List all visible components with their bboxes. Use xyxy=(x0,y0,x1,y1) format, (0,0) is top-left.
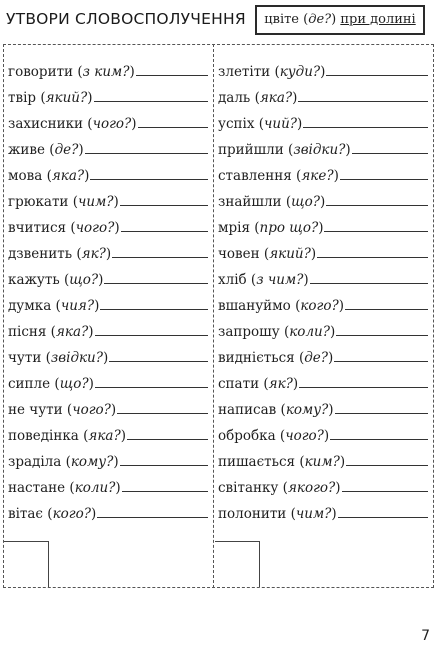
answer-line[interactable] xyxy=(342,491,428,492)
phrase-row xyxy=(218,316,428,342)
example-question: де? xyxy=(308,12,332,27)
phrase-question: кого? xyxy=(300,298,339,314)
phrase-text: думка (чия?) xyxy=(8,298,100,314)
answer-line[interactable] xyxy=(100,309,208,310)
phrase-question: кому? xyxy=(70,454,114,470)
phrase-word: злетіти xyxy=(218,64,271,80)
phrase-text: живе (де?) xyxy=(8,142,84,158)
phrase-word: мова xyxy=(8,168,43,184)
phrase-question: де? xyxy=(54,142,79,158)
phrase-text: дзвенить (як?) xyxy=(8,246,112,262)
phrase-row xyxy=(218,56,428,82)
phrase-text: світанку (якого?) xyxy=(218,480,341,496)
phrase-row xyxy=(218,472,428,498)
phrase-row xyxy=(218,160,428,186)
left-column xyxy=(8,56,208,524)
answer-line[interactable] xyxy=(303,127,428,128)
phrase-question: що? xyxy=(69,272,99,288)
phrase-question: яка? xyxy=(55,324,89,340)
phrase-text: написав (кому?) xyxy=(218,402,334,418)
phrase-word: ставлення xyxy=(218,168,292,184)
phrase-text: прийшли (звідки?) xyxy=(218,142,351,158)
phrase-row xyxy=(8,56,208,82)
phrase-word: спати xyxy=(218,376,260,392)
phrase-question: чий? xyxy=(264,116,298,132)
phrase-text: настане (коли?) xyxy=(8,480,121,496)
phrase-text: поведінка (яка?) xyxy=(8,428,126,444)
phrase-question: коли? xyxy=(289,324,330,340)
phrase-word: написав xyxy=(218,402,277,418)
phrase-question: як? xyxy=(268,376,293,392)
phrase-question: звідки? xyxy=(50,350,103,366)
phrase-word: поведінка xyxy=(8,428,79,444)
phrase-question: який? xyxy=(269,246,311,262)
answer-line[interactable] xyxy=(120,205,208,206)
phrase-row xyxy=(218,290,428,316)
phrase-row xyxy=(8,186,208,212)
phrase-text: хліб (з чим?) xyxy=(218,272,309,288)
answer-line[interactable] xyxy=(136,75,208,76)
phrase-question: чого? xyxy=(92,116,132,132)
answer-line[interactable] xyxy=(95,335,208,336)
phrase-text: спати (як?) xyxy=(218,376,299,392)
phrase-text: сипле (що?) xyxy=(8,376,94,392)
phrase-word: не чути xyxy=(8,402,63,418)
phrase-word: прийшли xyxy=(218,142,284,158)
phrase-text: пишається (ким?) xyxy=(218,454,346,470)
phrase-text: говорити (з ким?) xyxy=(8,64,135,80)
phrase-row xyxy=(218,420,428,446)
phrase-word: полонити xyxy=(218,506,287,522)
answer-line[interactable] xyxy=(338,517,428,518)
phrase-word: вшануймо xyxy=(218,298,291,314)
phrase-row xyxy=(218,342,428,368)
phrase-text: полонити (чим?) xyxy=(218,506,337,522)
phrase-text: вшануймо (кого?) xyxy=(218,298,345,314)
phrase-question: яка? xyxy=(88,428,121,444)
answer-line[interactable] xyxy=(109,361,208,362)
example-box: цвіте (де?) при долині xyxy=(255,5,425,35)
phrase-question: кого? xyxy=(52,506,91,522)
phrase-text: захисники (чого?) xyxy=(8,116,137,132)
answer-line[interactable] xyxy=(326,205,428,206)
column-divider xyxy=(213,44,214,588)
answer-line[interactable] xyxy=(112,257,208,258)
phrase-text: злетіти (куди?) xyxy=(218,64,326,80)
phrase-question: чого? xyxy=(75,220,115,236)
phrase-text: даль (яка?) xyxy=(218,90,298,106)
answer-line[interactable] xyxy=(336,335,428,336)
answer-line[interactable] xyxy=(104,283,208,284)
phrase-question: чия? xyxy=(60,298,95,314)
answer-line[interactable] xyxy=(326,75,428,76)
phrase-question: з чим? xyxy=(256,272,304,288)
phrase-question: чого? xyxy=(72,402,111,418)
phrase-question: звідки? xyxy=(293,142,346,158)
phrase-word: світанку xyxy=(218,480,279,496)
phrase-question: про що? xyxy=(259,220,319,236)
phrase-word: зраділа xyxy=(8,454,62,470)
phrase-row xyxy=(218,446,428,472)
answer-line[interactable] xyxy=(345,309,428,310)
answer-line[interactable] xyxy=(334,361,428,362)
phrase-row xyxy=(8,108,208,134)
answer-line[interactable] xyxy=(94,101,208,102)
phrase-row xyxy=(8,446,208,472)
answer-line[interactable] xyxy=(90,179,208,180)
phrase-text: вітає (кого?) xyxy=(8,506,97,522)
phrase-word: успіх xyxy=(218,116,255,132)
phrase-question: ким? xyxy=(304,454,340,470)
phrase-text: успіх (чий?) xyxy=(218,116,303,132)
phrase-word: вчитися xyxy=(8,220,67,236)
phrase-text: не чути (чого?) xyxy=(8,402,117,418)
phrase-row xyxy=(218,212,428,238)
phrase-word: мрія xyxy=(218,220,250,236)
phrase-row xyxy=(8,316,208,342)
answer-line[interactable] xyxy=(138,127,208,128)
phrase-text: грюкати (чим?) xyxy=(8,194,119,210)
phrase-word: думка xyxy=(8,298,52,314)
answer-line[interactable] xyxy=(324,231,428,232)
answer-line[interactable] xyxy=(352,153,428,154)
page-number: 7 xyxy=(421,628,430,644)
phrase-row xyxy=(8,212,208,238)
phrase-text: чути (звідки?) xyxy=(8,350,109,366)
answer-line[interactable] xyxy=(122,491,208,492)
phrase-question: як? xyxy=(81,246,106,262)
phrase-text: зраділа (кому?) xyxy=(8,454,119,470)
phrase-question: яке? xyxy=(301,168,334,184)
answer-line[interactable] xyxy=(121,231,208,232)
phrase-question: де? xyxy=(304,350,329,366)
answer-line[interactable] xyxy=(97,517,208,518)
phrase-word: захисники xyxy=(8,116,84,132)
phrase-text: обробка (чого?) xyxy=(218,428,330,444)
phrase-text: видніється (де?) xyxy=(218,350,334,366)
phrase-row xyxy=(218,134,428,160)
phrase-word: вітає xyxy=(8,506,43,522)
phrase-text: ставлення (яке?) xyxy=(218,168,339,184)
phrase-question: що? xyxy=(59,376,89,392)
answer-line[interactable] xyxy=(120,465,208,466)
phrase-question: куди? xyxy=(279,64,321,80)
phrase-row xyxy=(8,264,208,290)
phrase-row xyxy=(8,134,208,160)
phrase-word: сипле xyxy=(8,376,51,392)
phrase-row xyxy=(8,160,208,186)
phrase-question: коли? xyxy=(74,480,116,496)
phrase-row xyxy=(218,498,428,524)
corner-mark-left xyxy=(4,541,49,587)
phrase-text: вчитися (чого?) xyxy=(8,220,120,236)
phrase-word: пишається xyxy=(218,454,296,470)
phrase-row xyxy=(218,82,428,108)
phrase-word: дзвенить xyxy=(8,246,73,262)
corner-mark-right xyxy=(215,541,260,587)
phrase-word: човен xyxy=(218,246,260,262)
phrase-question: кому? xyxy=(285,402,329,418)
phrase-row xyxy=(218,368,428,394)
phrase-row xyxy=(8,342,208,368)
answer-line[interactable] xyxy=(340,179,428,180)
phrase-text: твір (який?) xyxy=(8,90,93,106)
phrase-text: мова (яка?) xyxy=(8,168,90,184)
phrase-word: пісня xyxy=(8,324,47,340)
phrase-question: якого? xyxy=(287,480,336,496)
phrase-word: живе xyxy=(8,142,46,158)
phrase-word: видніється xyxy=(218,350,295,366)
right-column xyxy=(218,56,428,524)
phrase-row xyxy=(8,420,208,446)
answer-line[interactable] xyxy=(95,387,208,388)
phrase-word: запрошу xyxy=(218,324,280,340)
phrase-question: чого? xyxy=(285,428,324,444)
answer-line[interactable] xyxy=(298,101,428,102)
phrase-row xyxy=(8,238,208,264)
phrase-row xyxy=(8,82,208,108)
phrase-text: мрія (про що?) xyxy=(218,220,324,236)
phrase-word: знайшли xyxy=(218,194,282,210)
answer-line[interactable] xyxy=(317,257,428,258)
phrase-word: кажуть xyxy=(8,272,60,288)
phrase-word: грюкати xyxy=(8,194,69,210)
phrase-question: чим? xyxy=(295,506,332,522)
phrase-row xyxy=(218,264,428,290)
answer-line[interactable] xyxy=(310,283,428,284)
phrase-row xyxy=(218,394,428,420)
phrase-row xyxy=(8,368,208,394)
phrase-word: даль xyxy=(218,90,251,106)
answer-line[interactable] xyxy=(330,439,428,440)
phrase-text: кажуть (що?) xyxy=(8,272,104,288)
answer-line[interactable] xyxy=(335,413,428,414)
phrase-row xyxy=(8,498,208,524)
phrase-word: хліб xyxy=(218,272,247,288)
phrase-question: чим? xyxy=(77,194,114,210)
phrase-question: яка? xyxy=(51,168,85,184)
phrase-word: настане xyxy=(8,480,66,496)
answer-line[interactable] xyxy=(85,153,208,154)
phrase-question: яка? xyxy=(259,90,293,106)
answer-line[interactable] xyxy=(127,439,208,440)
page-title: УТВОРИ СЛОВОСПОЛУЧЕННЯ xyxy=(6,10,246,28)
answer-line[interactable] xyxy=(117,413,208,414)
phrase-row xyxy=(218,108,428,134)
phrase-word: обробка xyxy=(218,428,276,444)
phrase-text: запрошу (коли?) xyxy=(218,324,336,340)
phrase-word: чути xyxy=(8,350,42,366)
answer-line[interactable] xyxy=(346,465,428,466)
example-word: цвіте xyxy=(264,12,300,27)
phrase-word: твір xyxy=(8,90,37,106)
phrase-question: який? xyxy=(45,90,88,106)
example-answer: при долині xyxy=(340,12,416,27)
phrase-word: говорити xyxy=(8,64,74,80)
phrase-row xyxy=(8,472,208,498)
phrase-question: з ким? xyxy=(82,64,130,80)
phrase-row xyxy=(8,290,208,316)
phrase-text: знайшли (що?) xyxy=(218,194,326,210)
phrase-row xyxy=(218,186,428,212)
phrase-text: пісня (яка?) xyxy=(8,324,94,340)
phrase-row xyxy=(218,238,428,264)
phrase-row xyxy=(8,394,208,420)
phrase-question: що? xyxy=(291,194,320,210)
phrase-text: човен (який?) xyxy=(218,246,317,262)
answer-line[interactable] xyxy=(299,387,428,388)
